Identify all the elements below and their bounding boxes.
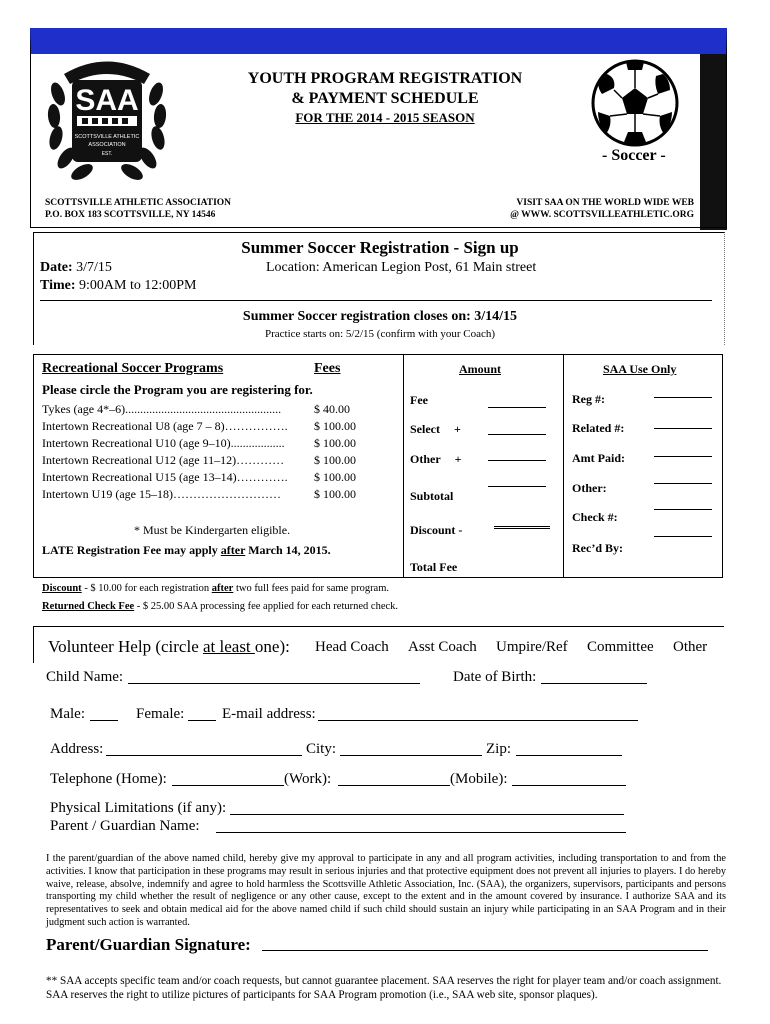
check-input[interactable]: [654, 509, 712, 510]
org-address: P.O. BOX 183 SCOTTSVILLE, NY 14546: [45, 210, 216, 220]
late-fee-note: LATE Registration Fee may apply after March 14, 2015.: [42, 543, 331, 557]
date-label: Date:: [40, 260, 73, 275]
logo-text: SAA: [75, 84, 139, 117]
total-label: Total Fee: [410, 560, 458, 574]
programs-instruction: Please circle the Program you are registering for.: [42, 382, 313, 397]
city-label: City:: [306, 741, 337, 757]
guardian-name-label: Parent / Guardian Name:: [50, 818, 200, 834]
tel-mobile-field[interactable]: [512, 785, 626, 786]
reg-label: Reg #:: [572, 392, 605, 406]
child-name-label: Child Name:: [46, 669, 124, 685]
date-value: 3/7/15: [76, 260, 112, 275]
tel-mobile-label: (Mobile):: [450, 771, 508, 787]
volunteer-option-asst-coach[interactable]: Asst Coach: [408, 639, 477, 655]
signature-field[interactable]: [262, 950, 708, 951]
saa-use-heading: SAA Use Only: [603, 362, 677, 376]
closes-text: Summer Soccer registration closes on: 3/14/15: [242, 309, 518, 324]
logo-sub1: SCOTTSVILLE ATHLETIC: [74, 134, 140, 140]
address-field[interactable]: [106, 755, 302, 756]
tel-home-label: Telephone (Home):: [50, 771, 167, 787]
dob-field[interactable]: [541, 683, 647, 684]
email-field[interactable]: [318, 720, 638, 721]
org-name: SCOTTSVILLE ATHLETIC ASSOCIATION: [45, 198, 232, 208]
saa-other-label: Other:: [572, 481, 607, 495]
other-label: Other +: [410, 452, 462, 466]
amount-heading: Amount: [459, 362, 502, 376]
related-label: Related #:: [572, 421, 625, 435]
discount-label: Discount -: [410, 523, 463, 537]
discount-input[interactable]: [494, 526, 550, 529]
program-item[interactable]: Intertown Recreational U12 (age 11–12)………… $ 100.00: [42, 453, 356, 467]
male-field[interactable]: [90, 720, 118, 721]
program-item[interactable]: Intertown U19 (age 15–18)……………………… $ 100.00: [42, 487, 356, 501]
col-divider-2: [563, 354, 564, 578]
web-line-1: VISIT SAA ON THE WORLD WIDE WEB: [516, 198, 694, 208]
child-name-field[interactable]: [128, 683, 420, 684]
logo-sub2: ASSOCIATION: [88, 142, 126, 148]
volunteer-option-head-coach[interactable]: Head Coach: [315, 639, 389, 655]
reg-input[interactable]: [654, 397, 712, 398]
time-value: 9:00AM to 12:00PM: [79, 278, 197, 293]
subtotal-input[interactable]: [488, 486, 546, 487]
physical-label: Physical Limitations (if any):: [50, 800, 227, 816]
header-title-2: & PAYMENT SCHEDULE: [291, 90, 479, 107]
event-location: Location: American Legion Post, 61 Main street: [266, 260, 537, 275]
signature-label: Parent/Guardian Signature:: [46, 935, 251, 954]
fee-label: Fee: [410, 393, 428, 407]
returned-check-note: Returned Check Fee - $ 25.00 SAA processing fee applied for each returned check.: [42, 601, 399, 612]
waiver-text: I the parent/guardian of the above named child, hereby give my approval to participate in any and all program activities, including transportation to and from the activities. I know that participation in these programs may result in serious injuries and that protective equipment does not prevent all injuries to players. I do hereby waive, release, absolve, indemnify and agree to hold harmless the Scottsville Athletic Association, Inc. (SAA), the organizers, supervisors, participants and persons transporting my child whether the result of negligence or any other cause, except to the extent and in the amount covered by insurance. I authorize SAA and its representatives to seek and obtain medical aid for the above named child if such child should sustain an injury while participating in an SAA Program and in their judgment such action is warranted.: [46, 853, 726, 928]
physical-field[interactable]: [230, 814, 624, 815]
related-input[interactable]: [654, 428, 712, 429]
volunteer-option-umpire[interactable]: Umpire/Ref: [496, 639, 568, 655]
discount-note: Discount - $ 10.00 for each registration after two full fees paid for same program.: [42, 583, 390, 594]
volunteer-option-other[interactable]: Other: [673, 639, 708, 655]
kindergarten-note: * Must be Kindergarten eligible.: [134, 523, 291, 537]
select-label: Select +: [410, 422, 461, 436]
footer-note: ** SAA accepts specific team and/or coach requests, but cannot guarantee placement. SAA reserves the right for player team and/or coach assignment. SAA reserves the right to utilize pictures of participants for SAA Program promotion (i.e., SAA web site, sponsor plaques).: [46, 975, 722, 1001]
time-label: Time:: [40, 278, 76, 293]
tel-home-field[interactable]: [172, 785, 284, 786]
logo-sub3: EST.: [101, 151, 113, 157]
dob-label: Date of Birth:: [453, 669, 537, 685]
address-label: Address:: [50, 741, 104, 757]
select-input[interactable]: [488, 434, 546, 435]
amt-paid-label: Amt Paid:: [572, 451, 625, 465]
fee-input[interactable]: [488, 407, 546, 408]
tel-work-label: (Work):: [284, 771, 332, 787]
soccer-ball-icon: [590, 58, 680, 148]
program-item[interactable]: Tykes (age 4*–6).................................................... $ 40.00: [42, 402, 350, 416]
amt-paid-input[interactable]: [654, 456, 712, 457]
header-title-1: YOUTH PROGRAM REGISTRATION: [247, 70, 523, 87]
saa-logo: [44, 54, 170, 188]
zip-label: Zip:: [486, 741, 511, 757]
subtotal-label: Subtotal: [410, 489, 454, 503]
volunteer-option-committee[interactable]: Committee: [587, 639, 654, 655]
program-item[interactable]: Intertown Recreational U8 (age 7 – 8)……………. $ 100.00: [42, 419, 356, 433]
event-divider: [40, 300, 712, 301]
volunteer-label: Volunteer Help (circle at least one):: [48, 637, 290, 656]
email-label: E-mail address:: [222, 706, 316, 722]
header-season: FOR THE 2014 - 2015 SEASON: [295, 110, 475, 125]
city-field[interactable]: [340, 755, 482, 756]
fees-heading: Fees: [314, 361, 341, 376]
tel-work-field[interactable]: [338, 785, 450, 786]
col-divider-1: [403, 354, 404, 578]
female-field[interactable]: [188, 720, 216, 721]
male-label: Male:: [50, 706, 85, 722]
program-list: [42, 401, 402, 503]
female-label: Female:: [136, 706, 185, 722]
other-input[interactable]: [488, 460, 546, 461]
recd-by-input[interactable]: [654, 536, 712, 537]
header-sport: - Soccer -: [602, 147, 666, 164]
web-line-2: @ WWW. SCOTTSVILLEATHLETIC.ORG: [510, 210, 694, 220]
recd-by-label: Rec’d By:: [572, 541, 623, 555]
program-item[interactable]: Intertown Recreational U15 (age 13–14)…………. $ 100.00: [42, 470, 356, 484]
guardian-name-field[interactable]: [216, 832, 626, 833]
saa-other-input[interactable]: [654, 483, 712, 484]
programs-heading: Recreational Soccer Programs: [42, 361, 224, 376]
program-item[interactable]: Intertown Recreational U10 (age 9–10).................. $ 100.00: [42, 436, 356, 450]
check-label: Check #:: [572, 510, 618, 524]
practice-text: Practice starts on: 5/2/15 (confirm with your Coach): [264, 328, 496, 340]
zip-field[interactable]: [516, 755, 622, 756]
event-title: Summer Soccer Registration - Sign up: [241, 238, 519, 257]
